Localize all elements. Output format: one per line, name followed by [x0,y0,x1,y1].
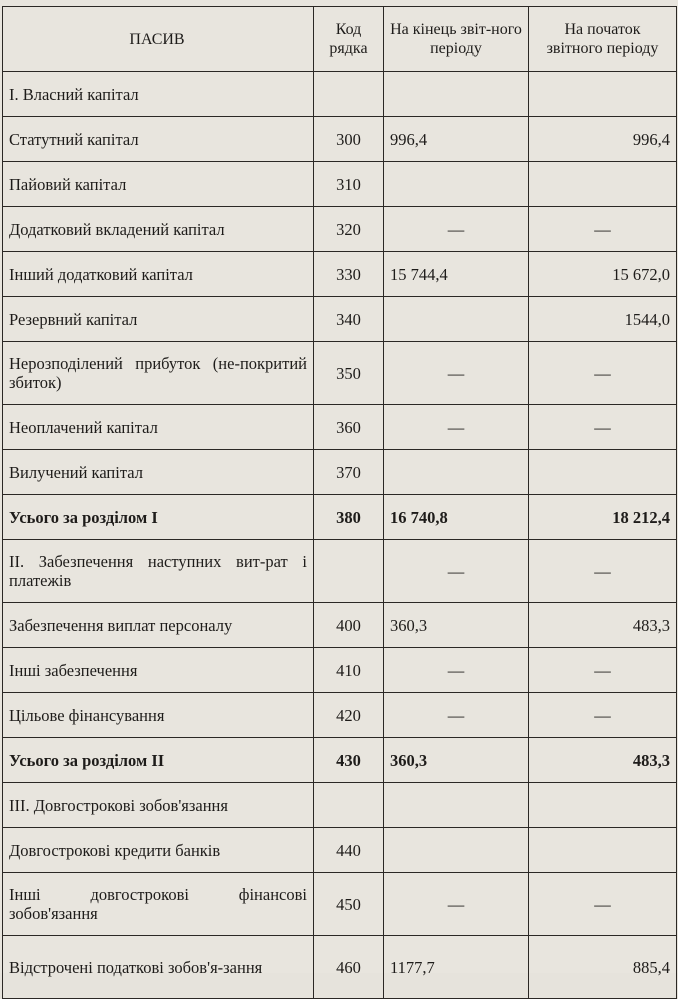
table-row [3,693,677,738]
table-row [3,783,677,828]
row-code: 450 [314,873,384,936]
row-code [314,540,384,603]
row-end-value: 996,4 [384,117,529,162]
row-name: Забезпечення виплат персоналу [3,603,314,648]
table-row [3,162,677,207]
header-code: Код рядка [314,7,384,72]
row-code: 330 [314,252,384,297]
row-start-value: — [529,873,677,936]
row-end-value: 1177,7 [384,936,529,999]
row-name: Відстрочені податкові зобов'я-зання [3,936,314,999]
row-start-value: — [529,405,677,450]
row-start-value [529,72,677,117]
table-row [3,648,677,693]
row-code: 380 [314,495,384,540]
row-start-value: 996,4 [529,117,677,162]
table-row [3,117,677,162]
row-name: Інший додатковий капітал [3,252,314,297]
row-start-value: — [529,207,677,252]
row-start-value: 1544,0 [529,297,677,342]
row-start-value [529,783,677,828]
row-end-value: 16 740,8 [384,495,529,540]
row-code [314,783,384,828]
row-end-value: — [384,693,529,738]
header-name: ПАСИВ [3,7,314,72]
row-end-value: — [384,648,529,693]
row-end-value: 360,3 [384,603,529,648]
row-name: Усього за розділом І [3,495,314,540]
row-start-value: 18 212,4 [529,495,677,540]
row-start-value: — [529,540,677,603]
row-name: Неоплачений капітал [3,405,314,450]
row-name: Статутний капітал [3,117,314,162]
table-row-total [3,495,677,540]
row-start-value [529,828,677,873]
table-row [3,540,677,603]
row-name: І. Власний капітал [3,72,314,117]
row-end-value: — [384,405,529,450]
table-row [3,405,677,450]
row-end-value: — [384,207,529,252]
row-name: Нерозподілений прибуток (не-покритий збиток) [3,342,314,405]
balance-liabilities-table [2,6,677,999]
row-end-value: 15 744,4 [384,252,529,297]
row-end-value [384,828,529,873]
row-code: 320 [314,207,384,252]
row-name: Вилучений капітал [3,450,314,495]
row-name: Довгострокові кредити банків [3,828,314,873]
table-row [3,873,677,936]
row-name: Додатковий вкладений капітал [3,207,314,252]
row-name: Інші довгострокові фінансові зобов'язання [3,873,314,936]
table-row [3,72,677,117]
row-end-value [384,72,529,117]
row-start-value: 15 672,0 [529,252,677,297]
row-start-value: 483,3 [529,738,677,783]
table-row [3,342,677,405]
table-row [3,450,677,495]
table-header-row [3,7,677,72]
row-code: 300 [314,117,384,162]
row-code: 370 [314,450,384,495]
row-code: 410 [314,648,384,693]
row-end-value [384,162,529,207]
row-start-value: 885,4 [529,936,677,999]
row-name: Інші забезпечення [3,648,314,693]
row-end-value [384,297,529,342]
row-code: 360 [314,405,384,450]
row-code: 350 [314,342,384,405]
row-code: 440 [314,828,384,873]
row-start-value [529,162,677,207]
row-end-value: — [384,873,529,936]
row-name: Резервний капітал [3,297,314,342]
row-start-value [529,450,677,495]
row-end-value [384,450,529,495]
row-start-value: 483,3 [529,603,677,648]
table-row [3,828,677,873]
row-code: 310 [314,162,384,207]
table-row [3,297,677,342]
row-code: 430 [314,738,384,783]
row-start-value: — [529,648,677,693]
header-end-period: На кінець звіт-ного періоду [384,7,529,72]
row-code: 460 [314,936,384,999]
table-row [3,252,677,297]
row-end-value [384,783,529,828]
row-code: 340 [314,297,384,342]
row-name: Пайовий капітал [3,162,314,207]
header-start-period: На початок звітного періоду [529,7,677,72]
row-start-value: — [529,693,677,738]
row-end-value: 360,3 [384,738,529,783]
row-code [314,72,384,117]
row-name: II. Забезпечення наступних вит-рат і платежів [3,540,314,603]
row-name: Усього за розділом II [3,738,314,783]
row-end-value: — [384,540,529,603]
row-code: 400 [314,603,384,648]
table-row [3,936,677,999]
table-row [3,207,677,252]
table-row-total [3,738,677,783]
row-code: 420 [314,693,384,738]
row-end-value: — [384,342,529,405]
row-start-value: — [529,342,677,405]
row-name: Цільове фінансування [3,693,314,738]
row-name: III. Довгострокові зобов'язання [3,783,314,828]
table-row [3,603,677,648]
